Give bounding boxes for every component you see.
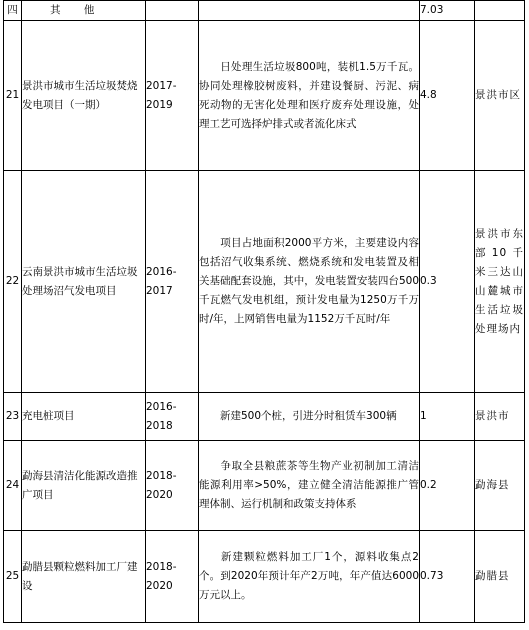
project-location: 勐腊县 (475, 531, 525, 623)
section-period-cell (146, 1, 199, 21)
project-location: 景洪市区 (475, 21, 525, 171)
table-row (4, 441, 525, 531)
project-location: 勐海县 (475, 441, 525, 531)
project-name: 充电桩项目 (22, 393, 146, 441)
section-investment: 7.03 (420, 1, 475, 21)
table-row (4, 531, 525, 623)
construction-period: 2017-2019 (146, 21, 199, 171)
construction-content: 日处理生活垃圾800吨，装机1.5万千瓦。协同处理橡胶树废料，并建设餐厨、污泥、病死动物的无害化处理和医疗废弃处理设施，处理工艺可选择炉排式或者流化床式 (199, 21, 420, 171)
section-title: 其 他 (22, 1, 146, 21)
section-location-cell (475, 1, 525, 21)
row-number: 21 (4, 21, 22, 171)
construction-content: 新建颗粒燃料加工厂1个，源料收集点2个。到2020年预计年产2万吨，年产值达6000万元以上。 (199, 531, 420, 623)
section-row (4, 1, 525, 21)
construction-content: 项目占地面积2000平方米，主要建设内容包括沼气收集系统、燃烧系统和发电装置及相关基础配套设施，其中，发电装置安装四台500千瓦燃气发电机组，预计发电量为1250万千万时/年，上网销售电量为1152万千瓦时/年 (199, 171, 420, 393)
section-content-cell (199, 1, 420, 21)
section-numeral: 四 (4, 1, 22, 21)
investment-amount: 0.2 (420, 441, 475, 531)
project-name: 勐海县清洁化能源改造推广项目 (22, 441, 146, 531)
project-location: 景洪市东部10千米三达山山麓城市生活垃圾处理场内 (475, 171, 525, 393)
project-name: 勐腊县颗粒燃料加工厂建设 (22, 531, 146, 623)
construction-period: 2016-2017 (146, 171, 199, 393)
project-name: 云南景洪市城市生活垃圾处理场沼气发电项目 (22, 171, 146, 393)
row-number: 22 (4, 171, 22, 393)
construction-content: 新建500个桩，引进分时租赁车300辆 (199, 393, 420, 441)
project-location: 景洪市 (475, 393, 525, 441)
row-number: 25 (4, 531, 22, 623)
table-row (4, 21, 525, 171)
investment-amount: 0.3 (420, 171, 475, 393)
project-table (3, 0, 525, 623)
project-name: 景洪市城市生活垃圾焚烧发电项目（一期） (22, 21, 146, 171)
construction-period: 2018-2020 (146, 531, 199, 623)
table-row (4, 393, 525, 441)
row-number: 24 (4, 441, 22, 531)
table-row (4, 171, 525, 393)
construction-period: 2016-2018 (146, 393, 199, 441)
investment-amount: 1 (420, 393, 475, 441)
investment-amount: 0.73 (420, 531, 475, 623)
construction-period: 2018-2020 (146, 441, 199, 531)
construction-content: 争取全县粮蔗茶等生物产业初制加工清洁能源利用率>50%，建立健全清洁能源推广管理体制、运行机制和政策支持体系 (199, 441, 420, 531)
row-number: 23 (4, 393, 22, 441)
investment-amount: 4.8 (420, 21, 475, 171)
